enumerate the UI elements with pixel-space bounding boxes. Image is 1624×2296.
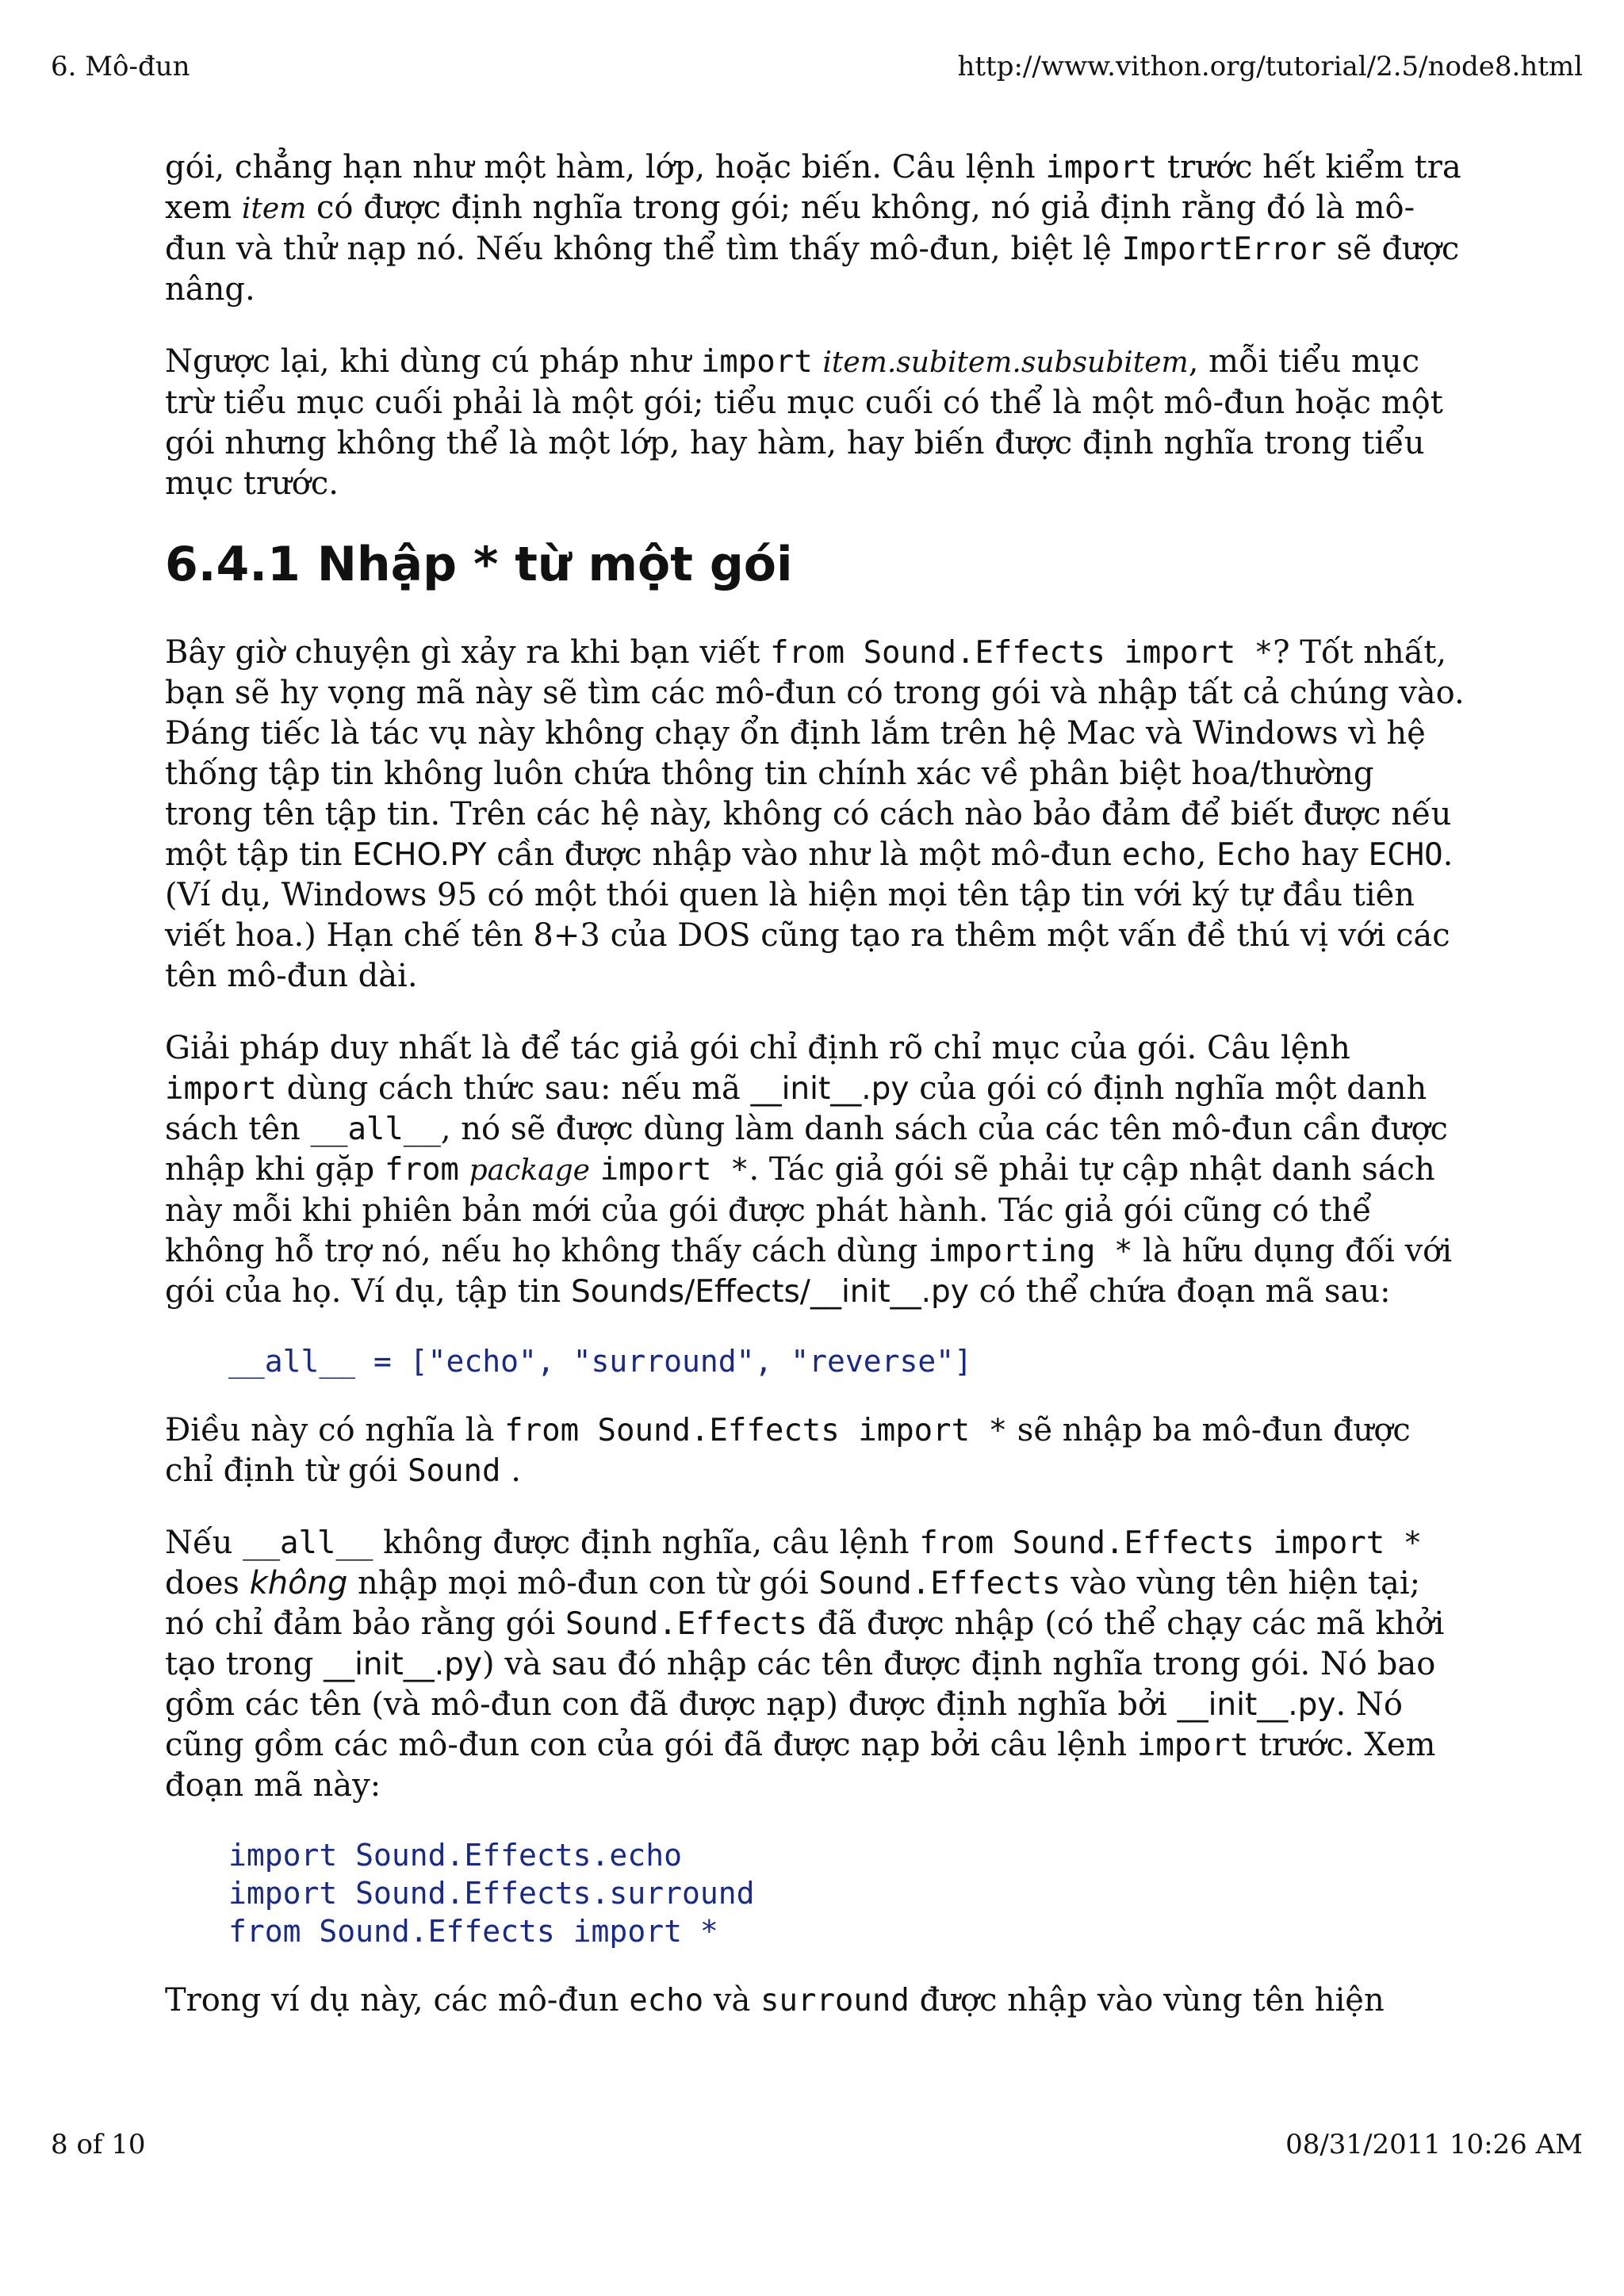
text: trước. Xem đoạn mã này: (165, 1727, 1436, 1804)
text: gói, chẳng hạn như một hàm, lớp, hoặc biến. Câu lệnh (165, 149, 1046, 186)
text: vào vùng tên hiện tại; nó chỉ đảm bảo rằng gói (165, 1565, 1421, 1642)
text: của gói có định nghĩa một danh sách tên (165, 1070, 1427, 1147)
text: sẽ nhập ba mô-đun được chỉ định từ gói (165, 1412, 1411, 1489)
code-importerror: ImportError (1121, 232, 1327, 267)
italic-item: item (241, 193, 307, 225)
filename-init-py: __init__.py (1177, 1687, 1336, 1723)
text: , (1196, 836, 1217, 873)
code-echo-upper: ECHO (1368, 837, 1443, 873)
text: cần được nhập vào như là một mô-đun (486, 836, 1122, 873)
text: trước hết kiểm tra xem (165, 149, 1461, 226)
paragraph-import-star (165, 633, 1465, 997)
page-number: 8 of 10 (51, 2129, 146, 2160)
text: là hữu dụng đối với gói của họ. Ví dụ, tập tin (165, 1233, 1453, 1310)
italic-package: package (469, 1154, 590, 1187)
filename-echo-py: ECHO.PY (352, 837, 487, 873)
paragraph-example (165, 1980, 1465, 2021)
text: Nếu (165, 1525, 243, 1561)
paragraph-all-undefined (165, 1523, 1465, 1806)
code-import: import (1136, 1728, 1249, 1763)
text: dùng cách thức sau: nếu mã (276, 1070, 751, 1107)
paragraph-subitem-syntax (165, 342, 1465, 504)
text: . (Ví dụ, Windows 95 có một thói quen là hiện mọi tên tập tin với ký tự đầu tiên viết hoa.) Hạn chế tên 8+3 của DOS cũng tạo ra thêm một vấn đề thú vị với các tên mô-đun dài. (165, 836, 1454, 994)
text: được nhập vào vùng tên hiện (909, 1982, 1385, 2019)
code-sound-effects: Sound.Effects (818, 1566, 1061, 1601)
code-sound: Sound (408, 1453, 501, 1489)
text: có thể chứa đoạn mã sau: (968, 1273, 1391, 1310)
page-header-title: 6. Mô-đun (51, 51, 190, 82)
document-body (165, 147, 1465, 2053)
code-echo: echo (629, 1983, 704, 2019)
code-import: import (1045, 150, 1158, 186)
code-sound-effects: Sound.Effects (565, 1606, 808, 1642)
italic-subitem: item.subitem.subsubitem (822, 346, 1189, 379)
text: . Nó cũng gồm các mô-đun con của gói đã được nạp bởi câu lệnh (165, 1686, 1403, 1763)
text: ) và sau đó nhập các tên được định nghĩa trong gói. Nó bao gồm các tên (và mô-đun con đã được nạp) được định nghĩa bởi (165, 1646, 1436, 1723)
text: , nó sẽ được dùng làm danh sách của các tên mô-đun cần được nhập khi gặp (165, 1111, 1448, 1188)
filename-init-py: __init__.py (750, 1071, 910, 1107)
text: Ngược lại, khi dùng cú pháp như (165, 343, 701, 380)
italic-khong: không (249, 1565, 348, 1601)
code-from-import-star: from Sound.Effects import * (919, 1525, 1423, 1561)
text: , mỗi tiểu mục trừ tiểu mục cuối phải là một gói; tiểu mục cuối có thể là một mô-đun hoặc một gói nhưng không thể là một lớp, hay hàm, hay biến được định nghĩa trong tiểu mục trước. (165, 343, 1443, 502)
text: Điều này có nghĩa là (165, 1412, 505, 1448)
filename-init-py: __init__.py (324, 1647, 482, 1682)
text: có được định nghĩa trong gói; nếu không, nó giả định rằng đó là mô-đun và thử nạp nó. Nếu không thể tìm thấy mô-đun, biệt lệ (165, 189, 1415, 267)
code-block-imports: import Sound.Effects.echo import Sound.Effects.surround from Sound.Effects import * (228, 1838, 755, 1949)
code-from-import-star: from Sound.Effects import * (770, 635, 1274, 671)
section-heading: 6.4.1 Nhập * từ một gói (165, 537, 793, 592)
text: does (165, 1565, 250, 1601)
print-datetime: 08/31/2011 10:26 AM (1285, 2129, 1583, 2160)
text: Giải pháp duy nhất là để tác giả gói chỉ định rõ chỉ mục của gói. Câu lệnh (165, 1030, 1350, 1066)
code-all: __all__ (310, 1112, 441, 1147)
text: đã được nhập (có thể chạy các mã khởi tạo trong (165, 1605, 1445, 1682)
code-all: __all__ (243, 1525, 373, 1561)
text: không được định nghĩa, câu lệnh (373, 1525, 920, 1561)
code-import: import (165, 1071, 277, 1107)
text: . Tác giả gói sẽ phải tự cập nhật danh sách này mỗi khi phiên bản mới của gói được phát hành. Tác giả gói cũng có thể không hỗ trợ nó, nếu họ không thấy cách dùng (165, 1151, 1435, 1269)
text: ? Tốt nhất, bạn sẽ hy vọng mã này sẽ tìm các mô-đun có trong gói và nhập tất cả chúng vào. Đáng tiếc là tác vụ này không chạy ổn định lắm trên hệ Mac và Windows vì hệ thống tập tin không luôn chứa thông tin chính xác về phân biệt hoa/thường trong tên tập tin. Trên các hệ này, không có cách nào bảo đảm để biết được nếu một tập tin (165, 634, 1465, 873)
code-from-import-star: from Sound.Effects import * (504, 1413, 1008, 1448)
text: Trong ví dụ này, các mô-đun (165, 1982, 630, 2019)
code-importing-star: importing * (928, 1234, 1133, 1269)
text: Bây giờ chuyện gì xảy ra khi bạn viết (165, 634, 771, 671)
code-surround: surround (760, 1983, 910, 2019)
paragraph-import-three (165, 1410, 1465, 1491)
text: hay (1291, 836, 1369, 873)
paragraph-import-item (165, 147, 1465, 310)
text: và (703, 1982, 761, 2019)
code-block-all: __all__ = ["echo", "surround", "reverse"] (228, 1344, 972, 1379)
paragraph-all-solution (165, 1028, 1465, 1312)
code-echo-cap: Echo (1216, 837, 1292, 873)
code-import-star: import * (599, 1152, 749, 1188)
filename-effects-init: Sounds/Effects/__init__.py (570, 1274, 969, 1310)
page-header-url[interactable]: http://www.vithon.org/tutorial/2.5/node8.html (957, 51, 1583, 82)
code-echo: echo (1121, 837, 1197, 873)
text: sẽ được nâng. (165, 231, 1460, 308)
text: nhập mọi mô-đun con từ gói (347, 1565, 819, 1601)
code-import: import (700, 344, 813, 380)
code-from: from (384, 1152, 459, 1188)
text: . (511, 1452, 521, 1489)
